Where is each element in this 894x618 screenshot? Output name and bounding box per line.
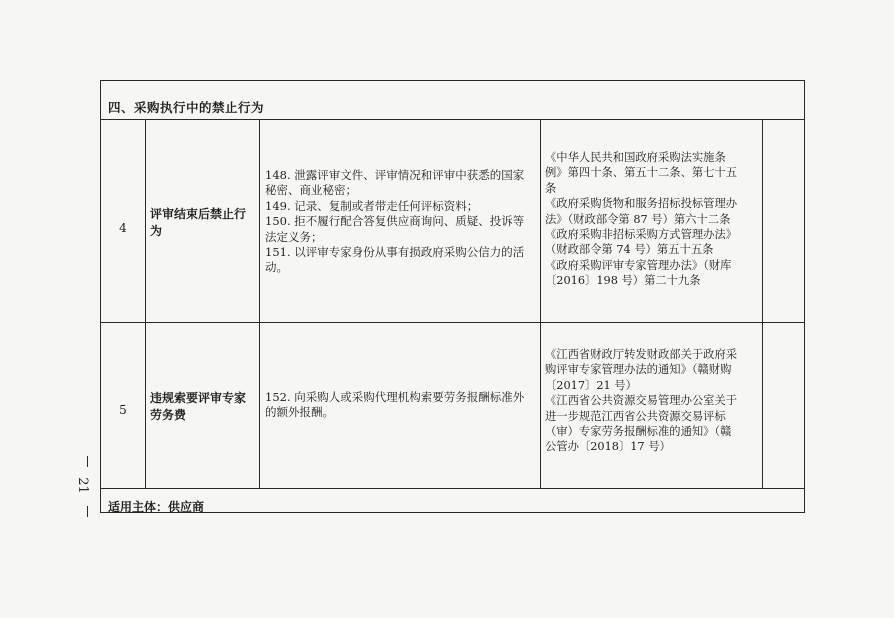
- content-line: 150. 拒不履行配合答复供应商询问、质疑、投诉等: [265, 214, 525, 229]
- basis-line: 〔2017〕21 号）: [545, 378, 637, 392]
- basis-line: 《政府采购非招标采购方式管理办法》: [545, 228, 738, 242]
- table-rule: [540, 119, 541, 488]
- content-line: 148. 泄露评审文件、评审情况和评审中获悉的国家: [265, 168, 525, 182]
- content-line: 152. 向采购人或采购代理机构索要劳务报酬标准外: [265, 390, 525, 404]
- basis-line: 〔2016〕198 号）第二十九条: [545, 274, 701, 288]
- table-rule: [100, 322, 805, 323]
- basis-line: （财政部令第 74 号）第五十五条: [545, 243, 714, 257]
- content-line: 秘密、商业秘密；: [265, 183, 357, 198]
- basis-line: 进一步规范江西省公共资源交易评标: [545, 409, 726, 423]
- table-rule: [259, 119, 260, 488]
- basis-line: 《政府采购货物和服务招标投标管理办: [545, 197, 738, 211]
- table-rule: [100, 488, 805, 489]
- behavior-line: 评审结束后禁止行: [150, 207, 247, 221]
- table-rule: [145, 119, 146, 488]
- table-rule: [100, 119, 805, 120]
- content-line: 动。: [265, 260, 288, 275]
- prohibited-behavior: [150, 206, 256, 240]
- content-line: 149. 记录、复制或者带走任何评标资料；: [265, 198, 479, 213]
- prohibited-behavior: [150, 390, 256, 424]
- section-title: 四、采购执行中的禁止行为: [108, 100, 265, 115]
- basis-line: 《中华人民共和国政府采购法实施条: [545, 151, 726, 164]
- behavior-line: 劳务费: [150, 408, 187, 422]
- row-number: 5: [119, 403, 127, 417]
- page-number: [74, 452, 96, 522]
- page-number-dash: [87, 506, 88, 517]
- basis-line: 法》（财政部令第 87 号）第六十二条: [545, 212, 731, 226]
- behavior-line: 为: [150, 224, 163, 238]
- table-rule: [762, 119, 763, 488]
- prohibited-content: [265, 168, 524, 276]
- basis-line: 购评审专家管理办法的通知》（赣财购: [545, 363, 732, 377]
- prohibited-content: [265, 390, 524, 421]
- row-number: 4: [119, 221, 127, 235]
- content-line: 151. 以评审专家身份从事有损政府采购公信力的活: [265, 245, 525, 260]
- basis-line: 《江西省公共资源交易管理办公室关于: [545, 394, 738, 408]
- page-number-digits: 21: [74, 477, 90, 494]
- content-line: 法定义务；: [265, 229, 323, 244]
- legal-basis: [545, 347, 737, 455]
- basis-line: 公管办〔2018〕17 号）: [545, 440, 671, 454]
- legal-basis: [545, 150, 737, 289]
- basis-line: （审）专家劳务报酬标准的通知》（赣: [545, 425, 732, 439]
- basis-line: 《江西省财政厅转发财政部关于政府采: [545, 348, 738, 361]
- content-line: 的额外报酬。: [265, 405, 334, 420]
- basis-line: 例》第四十条、第五十二条、第七十五: [545, 166, 738, 180]
- basis-line: 《政府采购评审专家管理办法》（财库: [545, 258, 732, 272]
- page-number-dash: [87, 456, 88, 467]
- basis-line: 条: [545, 181, 557, 195]
- applicable-subject: 适用主体：供应商: [108, 500, 205, 514]
- behavior-line: 违规索要评审专家: [150, 391, 247, 405]
